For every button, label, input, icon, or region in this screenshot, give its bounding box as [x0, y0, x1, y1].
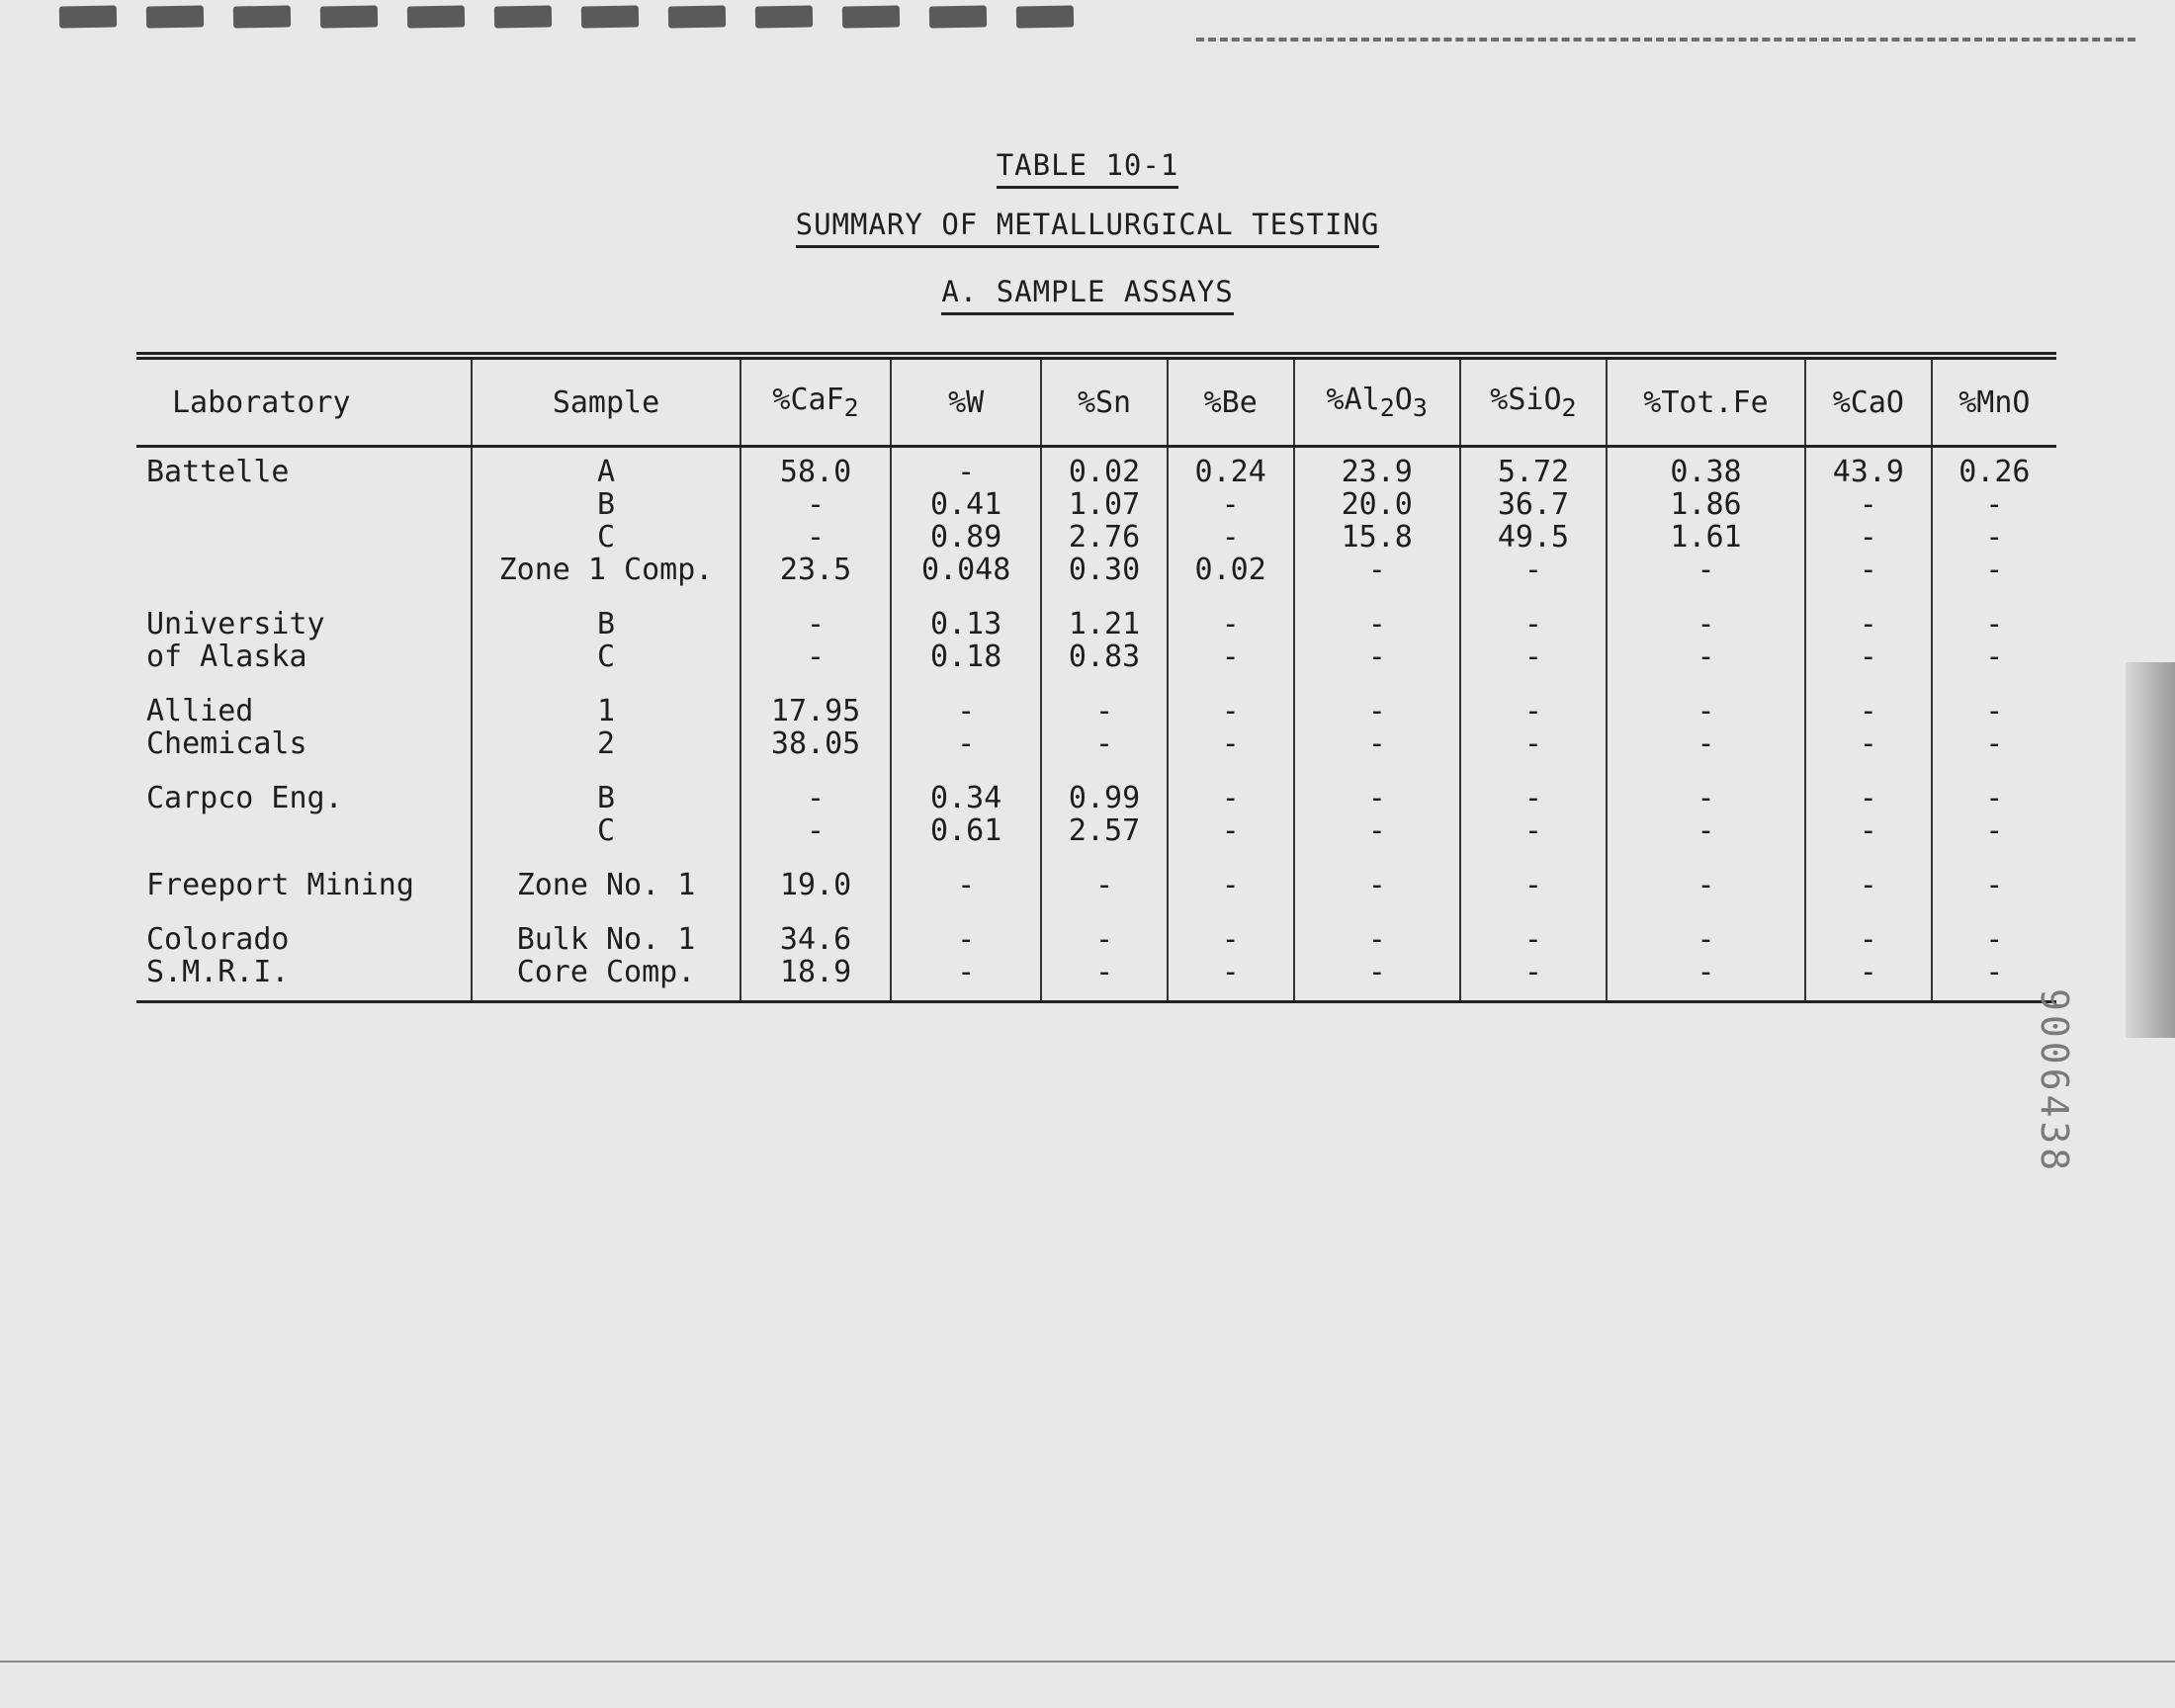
lab-group-row: [136, 915, 2056, 1002]
al2o3-value: -: [1367, 922, 1386, 957]
be-cell: [1168, 687, 1294, 774]
be-value: -: [1221, 640, 1240, 674]
cao-value: -: [1859, 726, 1877, 761]
col-sio2: %SiO$_2$: [1460, 360, 1607, 447]
assay-table-container: [136, 352, 2056, 1003]
w-value: -: [957, 922, 976, 957]
col-al2o3: $\%Al_2O_3$: [1294, 360, 1460, 447]
header-row: [136, 360, 2056, 447]
caf2-value: 19.0: [779, 868, 852, 902]
sio2-value: -: [1523, 694, 1542, 728]
mno-value: -: [1985, 868, 2004, 902]
binding-hole: [929, 5, 987, 28]
be-cell: [1168, 447, 1294, 601]
perforation-edge: [1196, 38, 2135, 45]
be-value: -: [1221, 922, 1240, 957]
caf2-value: 58.0: [779, 455, 852, 489]
al2o3-cell: [1294, 600, 1460, 687]
totfe-value: -: [1696, 726, 1715, 761]
caf2-value: -: [807, 813, 826, 848]
sio2-value: 5.72: [1497, 455, 1570, 489]
caf2-value: 23.5: [779, 553, 852, 587]
sio2-value: 49.5: [1497, 520, 1570, 555]
al2o3-value: -: [1367, 640, 1386, 674]
al2o3-value: -: [1367, 553, 1386, 587]
totfe-cell: [1607, 447, 1805, 601]
sample-id: Zone No. 1: [516, 868, 696, 902]
totfe-value: -: [1696, 813, 1715, 848]
sample-cell: [472, 774, 740, 861]
scan-shadow: [2126, 662, 2175, 1038]
table-body: [136, 447, 2056, 1002]
binding-hole: [1016, 5, 1074, 28]
sio2-value: -: [1523, 868, 1542, 902]
binding-hole: [146, 5, 204, 28]
binding-hole: [320, 5, 378, 28]
cao-cell: [1805, 447, 1932, 601]
sio2-value: -: [1523, 726, 1542, 761]
sn-value: 2.76: [1068, 520, 1141, 555]
totfe-value: -: [1696, 955, 1715, 989]
al2o3-value: 20.0: [1341, 487, 1413, 522]
be-value: -: [1221, 520, 1240, 555]
cao-cell: [1805, 600, 1932, 687]
sio2-cell: [1460, 600, 1607, 687]
sample-id: Bulk No. 1: [516, 922, 696, 957]
mno-cell: [1932, 774, 2056, 861]
w-value: 0.13: [930, 607, 1002, 641]
table-top-rule: [136, 352, 2056, 360]
binding-hole: [755, 5, 813, 28]
cao-value: -: [1859, 694, 1877, 728]
sample-id: C: [596, 813, 616, 848]
sio2-value: -: [1523, 781, 1542, 815]
caf2-value: 18.9: [779, 955, 852, 989]
al2o3-value: 23.9: [1341, 455, 1413, 489]
binding-hole: [59, 5, 117, 28]
be-value: -: [1221, 781, 1240, 815]
w-value: 0.41: [930, 487, 1002, 522]
table-number: TABLE 10-1: [0, 148, 2175, 182]
mno-cell: [1932, 861, 2056, 915]
laboratory-cell: Colorado S.M.R.I.: [136, 915, 472, 1002]
totfe-value: 1.61: [1670, 520, 1742, 555]
sio2-value: -: [1523, 813, 1542, 848]
caf2-value: 38.05: [770, 726, 861, 761]
sn-cell: [1041, 774, 1168, 861]
sn-value: 0.30: [1068, 553, 1141, 587]
mno-cell: [1932, 600, 2056, 687]
laboratory-cell: Freeport Mining: [146, 868, 414, 902]
sn-value: 0.02: [1068, 455, 1141, 489]
totfe-cell: [1607, 861, 1805, 915]
cao-value: -: [1859, 922, 1877, 957]
w-value: 0.048: [921, 553, 1011, 587]
sn-cell: [1041, 861, 1168, 915]
sio2-value: -: [1523, 640, 1542, 674]
table-title: SUMMARY OF METALLURGICAL TESTING: [0, 208, 2175, 241]
sio2-value: 36.7: [1497, 487, 1570, 522]
sample-id: B: [596, 487, 616, 522]
sample-id: B: [596, 781, 616, 815]
sample-id: B: [596, 607, 616, 641]
col-w: %W: [891, 360, 1041, 447]
page-bottom-edge: [0, 1661, 2175, 1668]
cao-value: -: [1859, 553, 1877, 587]
sn-cell: [1041, 687, 1168, 774]
totfe-value: -: [1696, 922, 1715, 957]
sample-cell: [472, 600, 740, 687]
caf2-cell: [740, 447, 891, 601]
sample-cell: [472, 915, 740, 1002]
totfe-value: 0.38: [1670, 455, 1742, 489]
al2o3-value: -: [1367, 694, 1386, 728]
col-caf2: %CaF$_2$: [740, 360, 891, 447]
al2o3-cell: [1294, 687, 1460, 774]
col-be: %Be: [1168, 360, 1294, 447]
be-value: -: [1221, 694, 1240, 728]
binding-holes: [59, 0, 2135, 40]
al2o3-value: -: [1367, 955, 1386, 989]
cao-value: -: [1859, 520, 1877, 555]
totfe-value: -: [1696, 781, 1715, 815]
sample-cell: [472, 687, 740, 774]
sn-value: 1.07: [1068, 487, 1141, 522]
totfe-cell: [1607, 915, 1805, 1002]
totfe-value: -: [1696, 640, 1715, 674]
al2o3-cell: [1294, 915, 1460, 1002]
lab-group-row: [136, 600, 2056, 687]
sample-id: Core Comp.: [516, 955, 696, 989]
be-value: 0.24: [1194, 455, 1266, 489]
w-cell: [891, 915, 1041, 1002]
w-value: -: [957, 455, 976, 489]
cao-value: -: [1859, 868, 1877, 902]
w-value: -: [957, 955, 976, 989]
al2o3-cell: [1294, 447, 1460, 601]
col-totfe: %Tot.Fe: [1607, 360, 1805, 447]
col-cao: %CaO: [1805, 360, 1932, 447]
caf2-value: 17.95: [770, 694, 861, 728]
caf2-cell: [740, 687, 891, 774]
sample-id: C: [596, 640, 616, 674]
caf2-value: -: [807, 640, 826, 674]
totfe-cell: [1607, 774, 1805, 861]
sio2-cell: [1460, 915, 1607, 1002]
mno-cell: [1932, 687, 2056, 774]
sn-value: 2.57: [1068, 813, 1141, 848]
cao-cell: [1805, 861, 1932, 915]
mno-value: -: [1985, 813, 2004, 848]
sample-id: C: [596, 520, 616, 555]
totfe-value: -: [1696, 607, 1715, 641]
mno-cell: [1932, 447, 2056, 601]
be-cell: [1168, 915, 1294, 1002]
laboratory-cell: Allied Chemicals: [146, 694, 307, 761]
totfe-value: -: [1696, 553, 1715, 587]
al2o3-value: 15.8: [1341, 520, 1413, 555]
sample-cell: [472, 447, 740, 601]
lab-group-row: [136, 447, 2056, 601]
laboratory-cell: University of Alaska: [146, 607, 325, 674]
w-value: -: [957, 694, 976, 728]
lab-group-row: [136, 861, 2056, 915]
col-sn: %Sn: [1041, 360, 1168, 447]
totfe-value: -: [1696, 868, 1715, 902]
binding-hole: [842, 5, 900, 28]
w-value: 0.18: [930, 640, 1002, 674]
w-value: -: [957, 868, 976, 902]
sn-cell: [1041, 447, 1168, 601]
binding-hole: [668, 5, 726, 28]
be-value: -: [1221, 868, 1240, 902]
be-cell: [1168, 774, 1294, 861]
w-cell: [891, 600, 1041, 687]
caf2-value: 34.6: [779, 922, 852, 957]
al2o3-cell: [1294, 774, 1460, 861]
lab-group-row: [136, 687, 2056, 774]
mno-value: -: [1985, 640, 2004, 674]
mno-value: -: [1985, 694, 2004, 728]
mno-value: -: [1985, 726, 2004, 761]
cao-value: -: [1859, 607, 1877, 641]
cao-cell: [1805, 687, 1932, 774]
sio2-value: -: [1523, 922, 1542, 957]
w-cell: [891, 774, 1041, 861]
al2o3-value: -: [1367, 726, 1386, 761]
sn-value: -: [1095, 922, 1114, 957]
binding-hole: [407, 5, 465, 28]
col-laboratory: Laboratory: [136, 360, 472, 447]
sample-cell: [472, 861, 740, 915]
sn-value: -: [1095, 694, 1114, 728]
cao-value: -: [1859, 640, 1877, 674]
assay-table: [136, 360, 2056, 1003]
sn-value: -: [1095, 868, 1114, 902]
binding-hole: [233, 5, 291, 28]
caf2-value: -: [807, 520, 826, 555]
binding-hole: [494, 5, 552, 28]
lab-group-row: [136, 774, 2056, 861]
sample-id: A: [596, 455, 616, 489]
w-value: 0.34: [930, 781, 1002, 815]
mno-value: -: [1985, 553, 2004, 587]
totfe-value: 1.86: [1670, 487, 1742, 522]
sio2-value: -: [1523, 607, 1542, 641]
cao-cell: [1805, 915, 1932, 1002]
be-value: -: [1221, 726, 1240, 761]
sample-id: 2: [596, 726, 616, 761]
be-value: 0.02: [1194, 553, 1266, 587]
caf2-value: -: [807, 607, 826, 641]
cao-value: -: [1859, 813, 1877, 848]
sn-cell: [1041, 600, 1168, 687]
w-cell: [891, 861, 1041, 915]
totfe-cell: [1607, 600, 1805, 687]
sio2-cell: [1460, 774, 1607, 861]
be-value: -: [1221, 487, 1240, 522]
cao-value: -: [1859, 955, 1877, 989]
cao-cell: [1805, 774, 1932, 861]
sio2-cell: [1460, 687, 1607, 774]
section-title: A. SAMPLE ASSAYS: [0, 275, 2175, 308]
be-cell: [1168, 600, 1294, 687]
mno-value: -: [1985, 487, 2004, 522]
laboratory-cell: Carpco Eng.: [146, 781, 343, 815]
be-value: -: [1221, 955, 1240, 989]
w-value: 0.61: [930, 813, 1002, 848]
laboratory-cell: Battelle: [146, 455, 290, 489]
caf2-cell: [740, 600, 891, 687]
al2o3-value: -: [1367, 868, 1386, 902]
cao-value: -: [1859, 487, 1877, 522]
sn-cell: [1041, 915, 1168, 1002]
caf2-value: -: [807, 487, 826, 522]
w-cell: [891, 687, 1041, 774]
sio2-value: -: [1523, 955, 1542, 989]
sn-value: 1.21: [1068, 607, 1141, 641]
mno-value: -: [1985, 607, 2004, 641]
sn-value: -: [1095, 955, 1114, 989]
cao-value: -: [1859, 781, 1877, 815]
document-number: 9006438: [2033, 988, 2076, 1175]
sio2-cell: [1460, 861, 1607, 915]
sample-id: 1: [596, 694, 616, 728]
col-mno: %MnO: [1932, 360, 2056, 447]
be-cell: [1168, 861, 1294, 915]
w-value: 0.89: [930, 520, 1002, 555]
sn-value: 0.83: [1068, 640, 1141, 674]
sn-value: 0.99: [1068, 781, 1141, 815]
col-sample: Sample: [472, 360, 740, 447]
mno-value: -: [1985, 520, 2004, 555]
caf2-value: -: [807, 781, 826, 815]
cao-value: 43.9: [1832, 455, 1904, 489]
al2o3-value: -: [1367, 781, 1386, 815]
al2o3-value: -: [1367, 607, 1386, 641]
mno-value: -: [1985, 955, 2004, 989]
be-value: -: [1221, 813, 1240, 848]
al2o3-value: -: [1367, 813, 1386, 848]
mno-value: 0.26: [1958, 455, 2031, 489]
binding-hole: [581, 5, 639, 28]
caf2-cell: [740, 861, 891, 915]
w-value: -: [957, 726, 976, 761]
sio2-value: -: [1523, 553, 1542, 587]
sample-id: Zone 1 Comp.: [498, 553, 714, 587]
al2o3-cell: [1294, 861, 1460, 915]
mno-value: -: [1985, 922, 2004, 957]
caf2-cell: [740, 915, 891, 1002]
w-cell: [891, 447, 1041, 601]
mno-value: -: [1985, 781, 2004, 815]
totfe-value: -: [1696, 694, 1715, 728]
be-value: -: [1221, 607, 1240, 641]
sn-value: -: [1095, 726, 1114, 761]
totfe-cell: [1607, 687, 1805, 774]
caf2-cell: [740, 774, 891, 861]
sio2-cell: [1460, 447, 1607, 601]
